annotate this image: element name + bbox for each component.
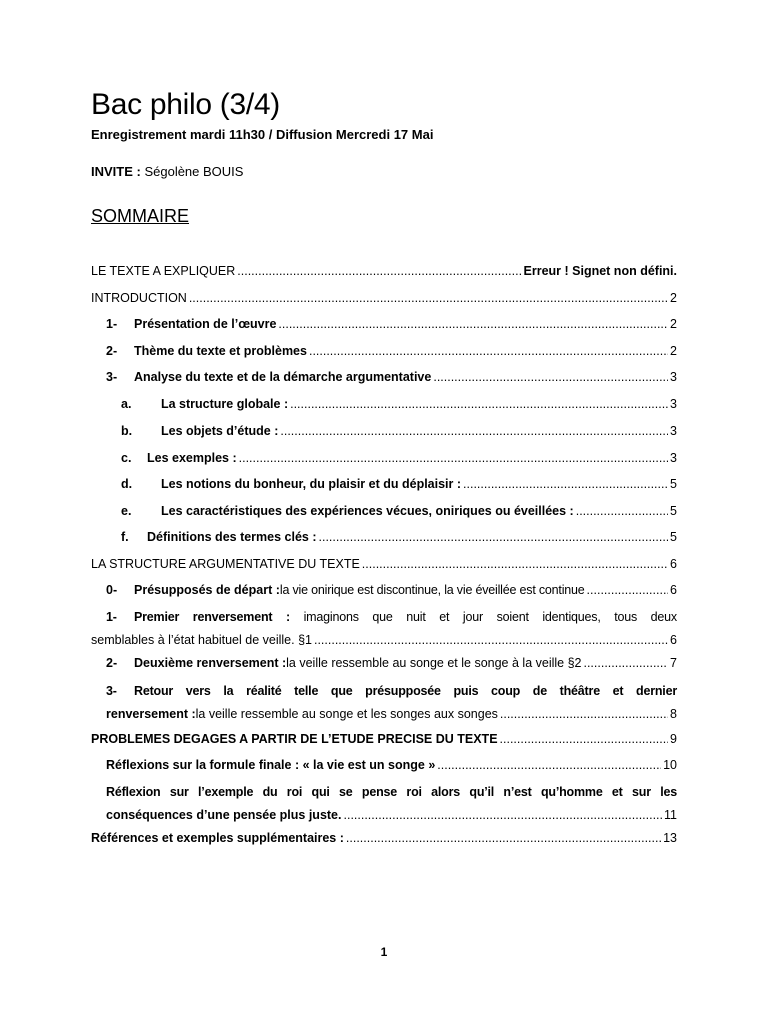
toc-entry-page: 9 [670,732,677,746]
toc-entry-problemes[interactable] [91,729,677,749]
toc-entry-page: 2 [670,317,677,331]
toc-leader [237,261,521,281]
toc-entry-exemples[interactable] [121,448,677,468]
toc-entry-page: 3 [670,451,677,465]
toc-entry-objets[interactable] [121,421,677,441]
toc-entry-page: 3 [670,424,677,438]
toc-entry-page: 5 [670,504,677,518]
toc-entry-number: b. [121,424,133,438]
toc-leader [576,501,668,521]
toc-entry-reflexion-roi[interactable] [106,782,677,825]
toc-entry-label: Premier renversement : [134,610,290,624]
toc-entry-label: Références et exemples supplémentaires : [91,831,344,845]
toc-entry-label: Présupposés de départ : [134,583,280,597]
toc-leader [309,341,668,361]
guest-name: Ségolène BOUIS [144,164,244,179]
toc-entry-introduction[interactable] [91,288,677,308]
toc-entry-page: Erreur ! Signet non défini. [523,264,677,278]
toc-entry-text: la vie onirique est discontinue, la vie éveillée est continue [279,583,585,597]
guest-line [91,164,243,179]
toc-entry-number: 3- [106,370,118,384]
toc-entry-definitions[interactable] [121,527,677,547]
toc-entry-presupposes[interactable] [106,580,677,600]
toc-entry-number: 1- [106,317,118,331]
toc-entry-page: 7 [670,656,677,670]
toc-entry-number: f. [121,530,129,544]
toc-entry-label: Présentation de l’œuvre [134,317,277,331]
toc-entry-number: 2- [106,344,118,358]
toc-entry-label: La structure globale : [161,397,289,411]
toc-entry-page: 5 [670,530,677,544]
toc-entry-page: 6 [670,557,677,571]
toc-entry-label: Définitions des termes clés : [147,530,317,544]
toc-entry-premier-renversement[interactable] [91,607,677,650]
toc-entry-label: Les exemples : [147,451,237,465]
toc-leader [463,474,668,494]
toc-entry-label: LA STRUCTURE ARGUMENTATIVE DU TEXTE [91,557,360,571]
toc-entry-label: Les caractéristiques des expériences vécues, oniriques ou éveillées : [161,504,574,518]
toc-entry-label: conséquences d’une pensée plus juste. [106,808,342,822]
toc-leader [587,580,669,600]
page-number: 1 [380,945,388,959]
toc-leader [344,805,663,825]
toc-entry-label: Les objets d’étude : [161,424,279,438]
toc-entry-structure-globale[interactable] [121,394,677,414]
toc-leader [189,288,668,308]
toc-entry-label: Réflexion sur l’exemple du roi qui se pense roi alors qu’il n’est qu’homme et sur les [106,785,677,799]
document-title: Bac philo (3/4) [91,88,280,121]
toc-entry-caracteristiques[interactable] [121,501,677,521]
toc-leader [500,704,668,724]
toc-entry-structure-argumentative[interactable] [91,554,677,574]
toc-entry-label: Analyse du texte et de la démarche argumentative [134,370,432,384]
toc-entry-number: c. [121,451,132,465]
toc-entry-texte[interactable] [91,261,677,281]
recording-info: Enregistrement mardi 11h30 / Diffusion Mercredi 17 Mai [91,127,434,142]
toc-entry-label: renversement : [106,707,196,721]
toc-entry-page: 6 [670,633,677,647]
toc-entry-label: Deuxième renversement : [134,656,287,670]
toc-entry-label: Les notions du bonheur, du plaisir et du déplaisir : [161,477,462,491]
toc-entry-label: INTRODUCTION [91,291,187,305]
toc-leader [319,527,669,547]
toc-entry-number: 3- [106,684,117,698]
guest-label: INVITE : [91,164,145,179]
toc-entry-number: a. [121,397,132,411]
toc-entry-page: 2 [670,344,677,358]
toc-entry-analyse[interactable] [106,367,677,387]
toc-entry-label: Thème du texte et problèmes [134,344,307,358]
toc-entry-references[interactable] [91,828,677,848]
toc-entry-text: la veille ressemble au songe et le songe à la veille §2 [286,656,582,670]
toc-leader [290,394,668,414]
toc-entry-page: 2 [670,291,677,305]
toc-entry-page: 8 [670,707,677,721]
toc-entry-text: la veille ressemble au songe et les songes aux songes [195,707,498,721]
toc-leader [437,755,661,775]
toc-entry-theme[interactable] [106,341,677,361]
toc-leader [500,729,669,749]
toc-entry-page: 10 [663,758,677,772]
toc-entry-page: 11 [664,808,677,822]
toc-entry-number: 0- [106,583,118,597]
toc-entry-page: 3 [670,370,677,384]
toc-entry-presentation[interactable] [106,314,677,334]
toc-entry-text: imaginons que nuit et jour soient identiques, tous deux [289,610,677,624]
toc-leader [362,554,668,574]
toc-entry-page: 5 [670,477,677,491]
toc-leader [314,630,668,650]
toc-leader [346,828,661,848]
toc-entry-number: e. [121,504,132,518]
toc-entry-text: semblables à l’état habituel de veille. §1 [91,633,312,647]
toc-entry-number: 1- [106,610,117,624]
toc-entry-label: LE TEXTE A EXPLIQUER [91,264,236,278]
toc-entry-number: d. [121,477,133,491]
toc-entry-deuxieme-renversement[interactable] [106,653,677,673]
toc-heading: SOMMAIRE [91,206,190,226]
toc-entry-label: PROBLEMES DEGAGES A PARTIR DE L’ETUDE PRECISE DU TEXTE [91,732,498,746]
toc-entry-page: 13 [663,831,677,845]
toc-leader [280,421,668,441]
toc-entry-page: 3 [670,397,677,411]
toc-entry-notions[interactable] [121,474,677,494]
toc-leader [433,367,668,387]
toc-entry-label: Réflexions sur la formule finale : « la vie est un songe » [106,758,436,772]
toc-entry-retour[interactable] [106,681,677,724]
toc-leader [239,448,668,468]
toc-entry-reflexions-formule[interactable] [106,755,677,775]
toc-entry-label: Retour vers la réalité telle que présupposée puis coup de théâtre et dernier [134,684,677,698]
toc-entry-page: 6 [670,583,677,597]
toc-leader [278,314,668,334]
toc-leader [583,653,668,673]
toc-entry-number: 2- [106,656,118,670]
